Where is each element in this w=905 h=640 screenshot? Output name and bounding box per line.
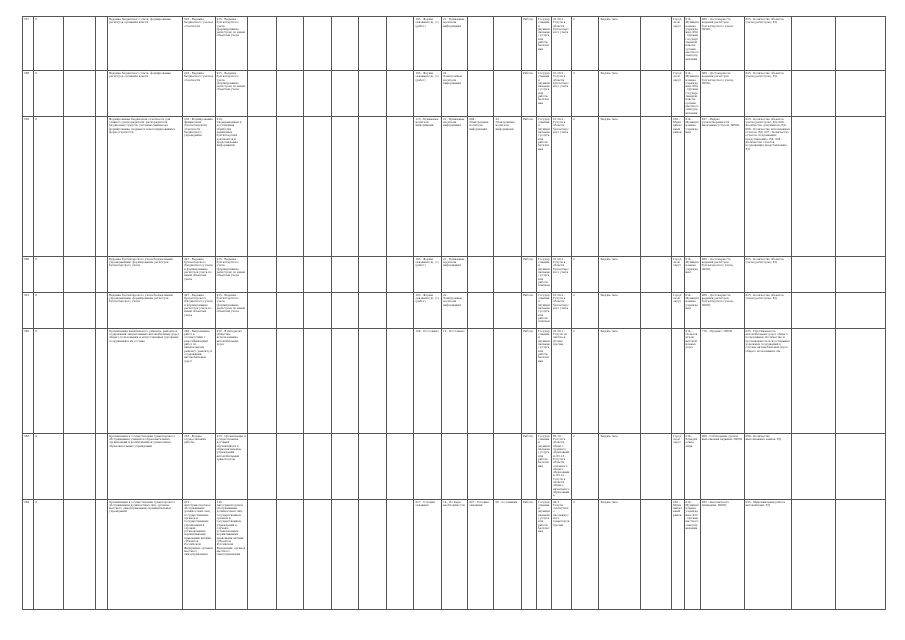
table-cell — [468, 17, 494, 71]
table-cell: 01.20.2 - Услуги в области бухгалтерского учета — [551, 292, 571, 328]
table-cell — [248, 71, 277, 117]
table-cell — [304, 256, 332, 292]
table-cell: 08 - по заявкам — [494, 499, 522, 609]
table-cell: 033 - Муниципальный район — [672, 116, 685, 256]
table-cell: Бюдже тное — [599, 292, 640, 328]
table-cell — [386, 116, 414, 256]
table-cell: 01.20.2 - Услуги в области бухгалтерского учета — [551, 116, 571, 256]
table-cell: 0 — [34, 17, 64, 71]
table-cell: 359 — [23, 116, 34, 256]
table-cell — [331, 256, 359, 292]
table-cell — [494, 71, 522, 117]
table-cell — [494, 433, 522, 499]
table-cell: 21 - Бумажные носители информации — [441, 17, 467, 71]
table-cell: Организация и осуществление транспортного обслуживания учащихся образовательных организаций и воспитанников дошкольных образовательных учреждений — [108, 433, 183, 499]
table-cell: 358 — [23, 71, 34, 117]
table-cell — [64, 292, 95, 328]
table-cell: Бюдже тное — [599, 499, 640, 609]
table-cell — [386, 17, 414, 71]
table-cell: 027 - Условия оказания — [468, 499, 494, 609]
table-cell — [359, 116, 387, 256]
table-cell: 2 — [571, 433, 599, 499]
table-cell: 0 — [34, 328, 64, 433]
table-cell — [359, 71, 387, 117]
table-cell: 21 - Бумажные носители информации — [441, 116, 467, 256]
table-cell: Бюдже тное — [599, 256, 640, 292]
table-cell: 014 - Муниципальные учреждения; 064 - Органы государственной власти, органы местного самоуправления — [685, 71, 699, 115]
table-cell — [304, 292, 332, 328]
table-cell: 969 - Достоверность ведения регистров бухгалтерского учета, ПРОЦ — [700, 256, 744, 292]
table-cell: Формирование бюджетной отчетности для главного распорядителя, распорядителя бюджетных средств, уполномоченных на формирование сводных и консолидированных форм отчетности — [108, 116, 183, 256]
table-cell: Работа — [521, 116, 536, 256]
table-cell: Организация и осуществление транспортного обслуживания должностных лиц, органов местного самоуправления, муниципальных учреждений — [108, 499, 183, 609]
table-cell: 21 - Бумажные носители информации — [441, 256, 467, 292]
table-row — [23, 116, 886, 256]
table-cell: 2 — [571, 71, 599, 117]
table-cell — [95, 116, 108, 256]
table-cell — [331, 292, 359, 328]
table-cell — [792, 328, 836, 433]
table-cell — [331, 71, 359, 117]
table-cell — [95, 328, 108, 433]
table-cell: 0 — [34, 499, 64, 609]
table-cell — [95, 17, 108, 71]
table-cell: 014 - Муниципальные учреждения — [684, 116, 700, 256]
table-cell — [276, 499, 304, 609]
table-cell: Государственная (муниципальная) услуга или работа бесплатная — [536, 499, 551, 609]
table-cell — [468, 256, 494, 292]
table-cell: 017 - Условия оказания — [414, 499, 442, 609]
table-cell — [359, 17, 387, 71]
table-cell: 361 — [23, 292, 34, 328]
table-cell — [359, 328, 387, 433]
table-cell: 027 - Индекс удовлетворенности населения услугой, ПРОЦ — [700, 116, 744, 256]
table-cell — [64, 328, 95, 433]
table-cell: Организация капитального ремонта, ремонта и содержания закрепленных автомобильных дорог общего пользования и искусственных дорожных сооружений в их составе — [108, 328, 183, 433]
table-cell — [276, 256, 304, 292]
table-cell — [276, 17, 304, 71]
table-cell — [95, 71, 108, 117]
table-cell — [386, 499, 414, 609]
table-cell — [248, 433, 277, 499]
table-cell — [468, 292, 494, 328]
table-cell — [835, 71, 885, 117]
table-cell: 247 - Ведение бухгалтерского (бюджетного) учета и формирование регистров учета по иным объектам учета — [183, 292, 216, 328]
table-row — [23, 433, 886, 499]
table-cell: Работа — [521, 17, 536, 71]
table-cell — [792, 292, 836, 328]
table-cell — [640, 328, 671, 433]
table-cell: 915 - Ведение бухгалтерского учета (формирование регистров) по иным объектам учета — [215, 292, 248, 328]
table-cell — [835, 116, 885, 256]
table-cell: 2 — [571, 17, 599, 71]
table-cell — [640, 116, 671, 256]
table-cell — [494, 256, 522, 292]
table-cell: 105 - Формы оказания (к), (с) (работ) — [414, 292, 442, 328]
table-row — [23, 328, 886, 433]
table-cell: Городской округ — [672, 256, 685, 292]
table-cell — [792, 499, 836, 609]
table-cell: 025 - Протяженность автомобильных дорог общего пользования. Количество и протяженность искусственных дорожных сооружений в составе автомобильных дорог общего пользования, км — [744, 328, 792, 433]
table-row — [23, 499, 886, 609]
table-cell: Бюдже тное — [599, 71, 640, 117]
table-cell — [386, 328, 414, 433]
table-cell: 357 — [23, 17, 34, 71]
table-cell — [468, 433, 494, 499]
table-cell: Ведение бюджетного учета, формирование регистров органами власти — [108, 71, 183, 117]
table-cell — [441, 433, 467, 499]
table-cell: 145 - Автотранспортное обслуживание должностных лиц, государственных органов и государственных учреждений в случаях, установленных нормативными правовыми актами субъектов Российской Федерации, органов местного самоуправления — [215, 499, 248, 609]
table-cell — [468, 71, 494, 117]
table-cell: 223 - Ведение бюджетного учета и отчетности — [183, 71, 216, 117]
table-cell: 14 - По мере необходимости — [441, 499, 467, 609]
table-cell: Ведение бухгалтерского учета бюджетными учреждениями, формирование регистров бухгалтерского учета — [108, 292, 183, 328]
table-cell — [835, 292, 885, 328]
table-cell: Государственная (муниципальная) услуга или работа платная — [536, 292, 551, 328]
table-cell: 008 - Электронные носители информации — [468, 116, 494, 256]
table-cell: Работа — [521, 328, 536, 433]
table-cell — [494, 328, 522, 433]
table-cell — [304, 433, 332, 499]
table-cell: 008 - Соблюдение сроков выполнения заданий, ПРОЦ — [700, 433, 744, 499]
registry-table — [22, 16, 886, 610]
table-cell — [248, 499, 277, 609]
table-cell — [331, 116, 359, 256]
table-cell — [248, 116, 277, 256]
table-cell: Ведение бюджетного учета, формирование регистров органами власти — [108, 17, 183, 71]
table-cell — [792, 71, 836, 117]
table-cell: Бюдже тное — [599, 433, 640, 499]
table-cell: 014 - Муниципальные учреждения; 022 - Органы местного самоуправления — [684, 499, 700, 609]
table-cell — [640, 499, 671, 609]
table-cell — [331, 433, 359, 499]
table-cell: 105 - Формы оказания (к), (с) (работ) — [414, 256, 442, 292]
table-cell: Государственная (муниципальная) услуга или работа платная — [536, 256, 551, 292]
table-cell: Работа — [521, 71, 536, 117]
table-cell: 0 — [34, 433, 64, 499]
table-cell: 105 - Формы оказания (к), (с) (работ) — [414, 71, 442, 117]
table-cell: Работа — [521, 256, 536, 292]
table-cell — [835, 328, 885, 433]
table-cell: 770 - Процент, ПРОЦ — [700, 328, 744, 433]
table-cell: Бюдже тное — [599, 328, 640, 433]
table-row — [23, 17, 886, 71]
table-cell: 033 - Муниципальный район — [672, 499, 685, 609]
table-cell — [64, 17, 95, 71]
table-cell — [386, 256, 414, 292]
table-cell — [304, 116, 332, 256]
table-cell: 01.20.2 - Услуги в области бухгалтерского учета — [551, 71, 571, 117]
table-cell: Государственная (муниципальная) услуга или работа бесплатная — [536, 116, 551, 256]
table-cell — [792, 433, 836, 499]
table-cell: 0 — [34, 292, 64, 328]
table-cell — [468, 328, 494, 433]
table-cell: 025 - Количество объектов учета (регистров), ЕД — [744, 292, 792, 328]
table-cell: 283 - Выполнение работ в соответствии с классификацией работ по капитальному ремонту, ремонту и содержанию автомобильных дорог — [183, 328, 216, 433]
table-cell — [359, 256, 387, 292]
table-cell — [276, 328, 304, 433]
table-cell: 22 - Электронные носители информации — [494, 116, 522, 256]
table-cell: Работа — [521, 433, 536, 499]
table-cell: 01.20.1 - Услуги по чистке и уборке прочие — [551, 328, 571, 433]
table-cell: 22 - Электронные носители информации — [441, 292, 467, 328]
table-cell — [835, 433, 885, 499]
table-cell: 913 - Организация и осуществление доставки обучающихся в образовательные учреждения автомобильным транспортом — [215, 433, 248, 499]
table-cell: 969 - Достоверность ведения регистров бухгалтерского учета, ПРОЦ — [700, 17, 744, 71]
table-cell: 0 — [34, 116, 64, 256]
table-cell: 915 - Ведение бухгалтерского учета (формирование регистров) по иным объектам учета — [215, 256, 248, 292]
table-cell — [331, 17, 359, 71]
table-cell: Городской округ — [672, 17, 685, 71]
table-cell — [494, 292, 522, 328]
table-cell — [359, 292, 387, 328]
table-cell: 362 — [23, 328, 34, 433]
table-cell: Бюдже тное — [599, 116, 640, 256]
table-cell: 01.20.2 - Услуги в области бухгалтерского учета — [551, 256, 571, 292]
table-cell: 025 - Количество объектов учета (регистров), ЕД — [744, 71, 792, 117]
table-cell: 247 - Ведение бухгалтерского (бюджетного) учета и формирование регистров учета по иным объектам учета — [183, 256, 216, 292]
table-cell: 124 - Постоянно — [414, 328, 442, 433]
table-cell — [640, 256, 671, 292]
table-cell — [331, 328, 359, 433]
table-cell — [64, 71, 95, 117]
table-cell: 025 - Количество объектов учета (регистров), ЕД — [744, 256, 792, 292]
table-cell — [64, 499, 95, 609]
table-cell: Городской округ — [672, 433, 685, 499]
table-cell: 115 - Бумажные носители информации — [414, 116, 442, 256]
table-cell: 014 - Пользователи автомобильных дорог — [684, 328, 700, 433]
table-cell: Городской округ — [672, 71, 685, 117]
table-cell: 01.20.2 - Услуги в области бухгалтерского учета — [551, 17, 571, 71]
table-cell: 014 - Муниципальные учреждения — [684, 256, 700, 292]
table-cell: 22 - Электронные носители информации — [441, 71, 467, 117]
table-cell: Городской округ — [672, 292, 685, 328]
table-cell: 360 — [23, 256, 34, 292]
table-cell — [64, 256, 95, 292]
table-cell: 2 — [571, 499, 599, 609]
table-cell: 014 - Муниципальные учреждения — [684, 292, 700, 328]
table-cell — [276, 292, 304, 328]
table-cell — [95, 256, 108, 292]
table-cell — [640, 292, 671, 328]
table-cell: Бюдже тное — [599, 17, 640, 71]
table-cell: 969 - Достоверность ведения регистров бухгалтерского учета, ПРОЦ — [700, 71, 744, 117]
table-cell: 105 - Формы оказания (к), (с) (работ) — [414, 17, 442, 71]
table-cell — [64, 433, 95, 499]
table-cell — [95, 292, 108, 328]
table-cell — [792, 256, 836, 292]
table-cell: Государственная (муниципальная) услуга или работа бесплатная — [536, 433, 551, 499]
table-cell — [640, 17, 671, 71]
table-cell: 2 — [571, 116, 599, 256]
table-cell — [248, 328, 277, 433]
table-cell: 0 — [34, 256, 64, 292]
table-row — [23, 292, 886, 328]
table-cell: 915 - Ведение бухгалтерского учета (формирование регистров) по иным объектам учета — [215, 17, 248, 71]
table-cell: 233 - Формирование финансовой (бухгалтерской) отчетности бюджетного учреждения — [183, 116, 216, 256]
table-cell — [95, 499, 108, 609]
table-cell: 969 - Достоверность ведения регистров бухгалтерского учета, ПРОЦ — [700, 292, 744, 328]
table-cell — [835, 256, 885, 292]
table-cell — [248, 17, 277, 71]
table-cell: 023 - Количество объектов учета (регистров), ЕД; 009 - Количество документов, ЕД; 008 - Количество исполненных отчетов, ЕД; 027 - Количество отчетов, подлежащих представлению, ЕД; 028 - Количество отчетов, подлежащих представлению, ЕД — [744, 116, 792, 256]
table-cell — [835, 17, 885, 71]
table-cell — [386, 71, 414, 117]
table-cell — [386, 292, 414, 328]
table-cell — [304, 328, 332, 433]
table-cell: 223 - Ведение бюджетного учета и отчетности — [183, 17, 216, 71]
table-cell — [331, 499, 359, 609]
table-cell: 363 — [23, 433, 34, 499]
table-cell — [792, 116, 836, 256]
table-cell — [276, 116, 304, 256]
table-cell: 915 - Ведение бухгалтерского учета (формирование регистров) по иным объектам учета — [215, 71, 248, 117]
table-cell: 912 - В интересах общества, использование автомобильных дорог — [215, 328, 248, 433]
table-cell: Государственная (муниципальная) услуга или работа бесплатная — [536, 328, 551, 433]
table-cell — [359, 433, 387, 499]
table-row — [23, 256, 886, 292]
table-cell: 055 - Максимальная работа автомобилей, ЕД — [744, 499, 792, 609]
table-cell: 2 — [571, 328, 599, 433]
table-cell: Государственная (муниципальная) услуга или работа бесплатная — [536, 17, 551, 71]
table-cell — [276, 433, 304, 499]
table-cell — [304, 17, 332, 71]
table-cell: 919 - Своевременная и достоверная обработка первичных бухгалтерских документов и представление информации — [215, 116, 248, 256]
table-cell: Работа — [521, 499, 536, 609]
table-cell: 035 - Безопасность движения, ПРОЦ — [700, 499, 744, 609]
table-cell: 49.3 - Услуги сухопутного пассажирского транспорта прочие — [551, 499, 571, 609]
table-cell: Работа — [521, 292, 536, 328]
table-cell: 008 - Количество выполненных заявок, ЕД — [744, 433, 792, 499]
table-cell — [835, 499, 885, 609]
table-row — [23, 71, 886, 117]
table-cell — [248, 292, 277, 328]
table-cell — [640, 71, 671, 117]
table-cell: 072 - Автотранспортное обслуживание должностных лиц, государственных органов и государственных учреждений в случаях, установленных нормативными правовыми актами субъектов Российской Федерации, органов местного самоуправления — [183, 499, 216, 609]
table-cell: Государственная (муниципальная) услуга или работа бесплатная — [536, 71, 551, 117]
table-cell — [248, 256, 277, 292]
table-cell: 2 — [571, 256, 599, 292]
table-cell — [276, 71, 304, 117]
table-cell — [304, 71, 332, 117]
table-cell: 014 - Муниципальные учреждения; 064 - Органы государственной власти, органы местного самоуправления — [684, 17, 700, 71]
table-cell: 12 - Постоянно — [441, 328, 467, 433]
table-cell: Ведение бухгалтерского учета бюджетными учреждениями, формирование регистров бухгалтерского учета — [108, 256, 183, 292]
table-cell — [414, 433, 442, 499]
table-cell — [95, 433, 108, 499]
table-cell: 253 - Формы осуществления работы — [183, 433, 216, 499]
table-cell: 014 - Юридические лица — [684, 433, 700, 499]
table-cell — [494, 17, 522, 71]
table-cell: 2 — [571, 292, 599, 328]
table-cell — [792, 17, 836, 71]
table-cell — [64, 116, 95, 256]
table-cell — [672, 328, 685, 433]
table-cell: 85.14 - Услуги в области общего среднего образования; 85.13 - Услуги в области основного общего образования; 85.12 - Услуги в области общего начального образования — [551, 433, 571, 499]
table-cell — [640, 433, 671, 499]
table-cell: 0 — [34, 71, 64, 117]
table-cell — [386, 433, 414, 499]
table-cell: 025 - Количество объектов учета (регистров), ЕД — [744, 17, 792, 71]
table-cell — [359, 499, 387, 609]
table-cell: 364 — [23, 499, 34, 609]
table-cell — [304, 499, 332, 609]
